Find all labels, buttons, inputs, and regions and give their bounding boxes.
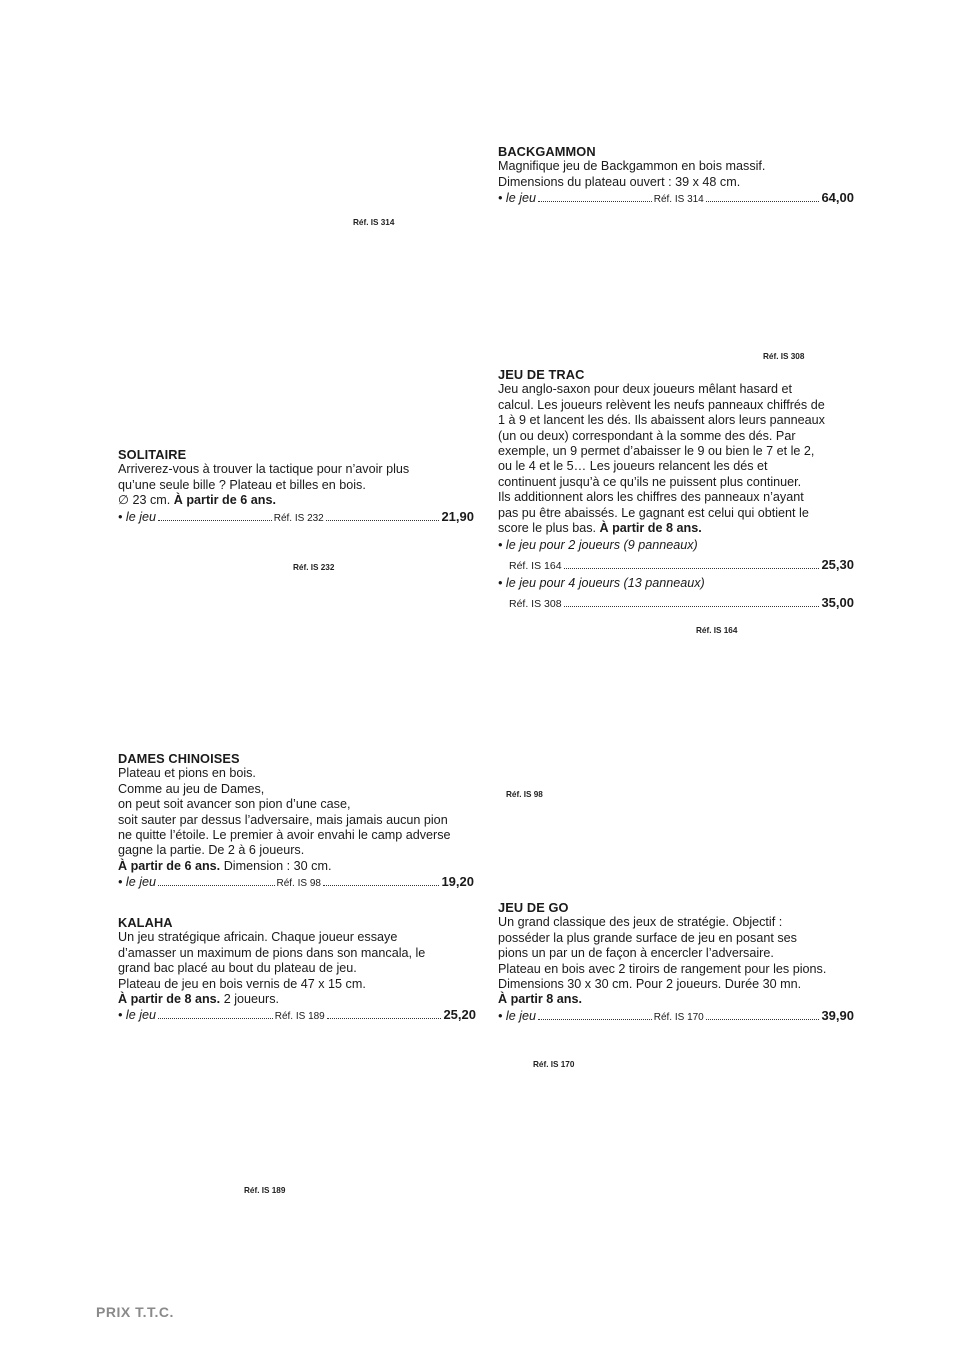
backgammon-desc-line: Dimensions du plateau ouvert : 39 x 48 cm.: [498, 174, 741, 189]
caption-is98: Réf. IS 98: [506, 790, 543, 799]
jeu-de-trac-last-text: score le plus bas.: [498, 521, 597, 536]
kalaha-age: À partir de 8 ans.: [118, 992, 221, 1007]
caption-is308: Réf. IS 308: [763, 352, 805, 361]
jeu-de-trac-price2: 35,00: [821, 594, 854, 610]
solitaire-size: ∅ 23 cm.: [118, 493, 171, 508]
solitaire-price-line: [118, 509, 474, 526]
caption-is314: Réf. IS 314: [353, 218, 395, 227]
dames-chinoises-desc-line: ne quitte l’étoile. Le premier à avoir envahi le camp adverse: [118, 828, 451, 843]
kalaha-price: 25,20: [443, 1007, 476, 1023]
leader-dots: [538, 201, 652, 202]
dames-chinoises-age-line: [118, 859, 476, 874]
leader-dots: [564, 568, 820, 569]
kalaha-players: 2 joueurs.: [223, 992, 279, 1007]
jeu-de-go-desc-line: Plateau en bois avec 2 tiroirs de rangement pour les pions.: [498, 961, 827, 976]
dames-chinoises-age: À partir de 6 ans.: [118, 858, 221, 873]
kalaha-price-line: [118, 1007, 476, 1024]
jeu-de-trac-age: À partir de 8 ans.: [599, 521, 702, 536]
leader-dots: [326, 520, 440, 521]
jeu-de-go-desc-line: pions un par un de façon à encercler l’adversaire.: [498, 946, 774, 961]
solitaire-title: SOLITAIRE: [118, 447, 187, 462]
jeu-de-trac-last-line: [498, 521, 854, 536]
dames-chinoises-price: 19,20: [441, 874, 474, 890]
kalaha-title: KALAHA: [118, 915, 173, 930]
kalaha-age-line: [118, 992, 476, 1007]
kalaha-desc-line: Plateau de jeu en bois vernis de 47 x 15 cm.: [118, 976, 366, 991]
backgammon-ref: Réf. IS 314: [653, 194, 704, 206]
dames-chinoises-title: DAMES CHINOISES: [118, 751, 240, 766]
jeu-de-go-desc-line: Dimensions 30 x 30 cm. Pour 2 joueurs. Durée 30 mn.: [498, 977, 802, 992]
jeu-de-go-title: JEU DE GO: [498, 900, 569, 915]
jeu-de-trac-desc-line: (un ou deux) correspondant à la somme des dés. Par: [498, 428, 796, 443]
solitaire-age: À partir de 6 ans.: [173, 493, 276, 508]
kalaha-ref: Réf. IS 189: [274, 1011, 325, 1023]
jeu-de-trac-ref1: Réf. IS 164: [509, 559, 562, 572]
jeu-de-trac-item1: • le jeu pour 2 joueurs (9 panneaux): [498, 538, 698, 553]
jeu-de-trac-desc-line: ou le 4 et le 5… Les joueurs relancent les dés et: [498, 459, 768, 474]
jeu-de-trac-price-line-2: [498, 595, 854, 612]
kalaha-desc-line: grand bac placé au bout du plateau de jeu.: [118, 961, 357, 976]
jeu-de-trac-desc-line: continuent jusqu’à ce qu’ils ne puissent plus continuer.: [498, 474, 802, 489]
backgammon-price: 64,00: [821, 190, 854, 206]
kalaha-desc-line: d’amasser un maximum de pions dans son mancala, le: [118, 945, 426, 960]
solitaire-size-line: [118, 493, 474, 508]
leader-dots: [323, 885, 439, 886]
leader-dots: [327, 1018, 442, 1019]
leader-dots: [706, 201, 820, 202]
backgammon-price-line: [498, 190, 854, 207]
jeu-de-trac-desc-line: exemple, un 9 permet d’abaisser le 9 ou bien le 7 et le 2,: [498, 444, 815, 459]
caption-is164: Réf. IS 164: [696, 626, 738, 635]
jeu-de-go-desc-line: posséder la plus grande surface de jeu en posant ses: [498, 930, 797, 945]
jeu-de-trac-ref2: Réf. IS 308: [509, 597, 562, 610]
dames-chinoises-desc-line: Comme au jeu de Dames,: [118, 781, 265, 796]
dames-chinoises-ref: Réf. IS 98: [276, 878, 321, 890]
jeu-de-trac-block: [498, 367, 854, 612]
dames-chinoises-item: • le jeu: [118, 875, 157, 890]
jeu-de-trac-price1: 25,30: [821, 556, 854, 572]
leader-dots: [538, 1019, 652, 1020]
backgammon-desc-line: Magnifique jeu de Backgammon en bois massif.: [498, 159, 766, 174]
solitaire-desc-line: Arriverez-vous à trouver la tactique pour n’avoir plus: [118, 462, 410, 477]
leader-dots: [158, 885, 274, 886]
jeu-de-go-age: À partir 8 ans.: [498, 992, 582, 1007]
jeu-de-trac-item2: • le jeu pour 4 joueurs (13 panneaux): [498, 576, 705, 591]
dames-chinoises-dimension: Dimension : 30 cm.: [223, 858, 332, 873]
backgammon-block: [498, 144, 854, 208]
dames-chinoises-desc-line: gagne la partie. De 2 à 6 joueurs.: [118, 843, 305, 858]
backgammon-title: BACKGAMMON: [498, 144, 596, 159]
jeu-de-go-price-line: [498, 1008, 854, 1025]
jeu-de-go-desc-line: Un grand classique des jeux de stratégie. Objectif :: [498, 915, 783, 930]
caption-is189: Réf. IS 189: [244, 1186, 286, 1195]
solitaire-block: [118, 447, 474, 526]
leader-dots: [706, 1019, 820, 1020]
dames-chinoises-price-line: [118, 874, 474, 891]
backgammon-item: • le jeu: [498, 191, 537, 206]
leader-dots: [158, 520, 272, 521]
jeu-de-trac-desc-line: pas pu être abaissés. Le gagnant est celui qui obtient le: [498, 505, 809, 520]
dames-chinoises-desc-line: soit sauter par dessus l’adversaire, mais jamais aucun pion: [118, 812, 448, 827]
kalaha-block: [118, 915, 476, 1025]
jeu-de-trac-price-line-1: [498, 557, 854, 574]
jeu-de-go-price: 39,90: [821, 1007, 854, 1023]
solitaire-ref: Réf. IS 232: [273, 512, 324, 524]
footer-prix-ttc: PRIX T.T.C.: [96, 1304, 174, 1320]
dames-chinoises-desc-line: on peut soit avancer son pion d’une case,: [118, 797, 351, 812]
caption-is232: Réf. IS 232: [293, 563, 335, 572]
jeu-de-trac-desc-line: calcul. Les joueurs relèvent les neufs panneaux chiffrés de: [498, 397, 825, 412]
caption-is170: Réf. IS 170: [533, 1060, 575, 1069]
jeu-de-trac-desc-line: 1 à 9 et lancent les dés. Ils abaissent alors leurs panneaux: [498, 413, 825, 428]
dames-chinoises-desc-line: Plateau et pions en bois.: [118, 766, 256, 781]
jeu-de-go-block: [498, 900, 854, 1025]
jeu-de-trac-title: JEU DE TRAC: [498, 367, 585, 382]
solitaire-price: 21,90: [441, 508, 474, 524]
kalaha-item: • le jeu: [118, 1008, 157, 1023]
solitaire-desc-line: qu’une seule bille ? Plateau et billes en bois.: [118, 477, 366, 492]
jeu-de-go-ref: Réf. IS 170: [653, 1011, 704, 1023]
jeu-de-go-item: • le jeu: [498, 1008, 537, 1023]
kalaha-desc-line: Un jeu stratégique africain. Chaque joueur essaye: [118, 930, 398, 945]
jeu-de-trac-desc-line: Ils additionnent alors les chiffres des panneaux n’ayant: [498, 490, 804, 505]
leader-dots: [158, 1018, 273, 1019]
leader-dots: [564, 606, 820, 607]
jeu-de-trac-desc-line: Jeu anglo-saxon pour deux joueurs mêlant hasard et: [498, 382, 793, 397]
solitaire-item: • le jeu: [118, 509, 157, 524]
dames-chinoises-block: [118, 751, 476, 892]
